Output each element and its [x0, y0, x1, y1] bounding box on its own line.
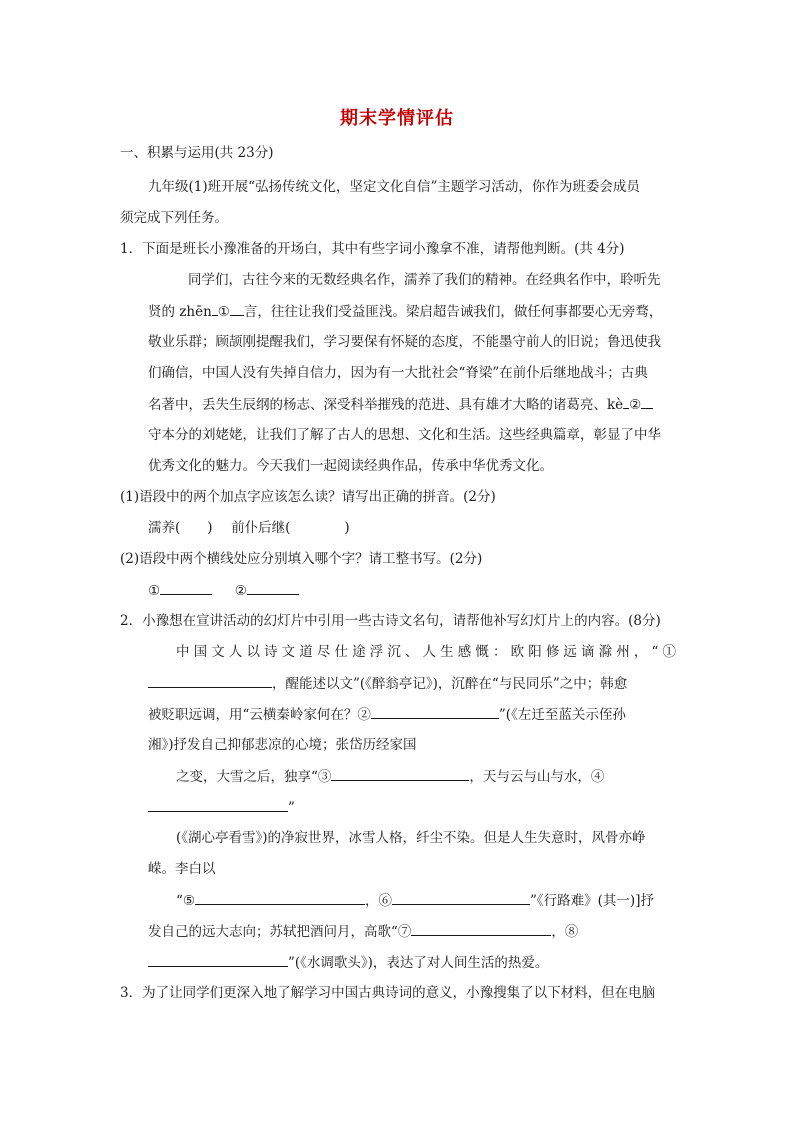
poem-blank-6[interactable] [392, 890, 530, 905]
q2-line-7: (《湖心亭看雪》)的净寂世界，冰雪人格，纤尘不染。但是人生失意时，风骨亦峥 [176, 830, 646, 846]
sub-question-2: (2)语段中两个横线处应分别填入哪个字？请工整书写。(2分) [120, 551, 483, 567]
passage-line-3: 敬业乐群；顾颉刚提醒我们，学习要保有怀疑的态度，不能墨守前人的旧说；鲁迅使我 [148, 334, 661, 350]
answer-qianpuhouji[interactable]: 前仆后继( ) [231, 520, 350, 536]
passage-line-2: 贤的 zhēn ① 言，往往让我们受益匪浅。梁启超告诫我们，做任何事都要心无旁骛， [148, 301, 662, 322]
question-1-stem: 1．下面是班长小豫准备的开场白，其中有些字词小豫拿不准，请帮他判断。(共 4分) [120, 241, 625, 257]
question-2-stem: 2．小豫想在宣讲活动的幻灯片中引用一些古诗文名句，请帮他补写幻灯片上的内容。(8分) [120, 613, 661, 629]
sub-question-1: (1)语段中的两个加点字应该怎么读？请写出正确的拼音。(2分) [120, 489, 496, 505]
page-title: 期末学情评估 [340, 108, 454, 129]
poem-blank-5[interactable] [195, 890, 365, 905]
sub-question-1-answers [148, 518, 350, 538]
q2-line-5: 之变，大雪之后，独享“③ ，天与云与山与水，④ [176, 766, 604, 787]
passage-line-6: 守本分的刘姥姥，让我们了解了古人的思想、文化和生活。这些经典篇章，彰显了中华 [148, 427, 661, 443]
q2-line-4: 湘》)抒发自己抑郁悲凉的心境；张岱历经家国 [148, 737, 417, 753]
section-heading: 一、积累与运用(共 23分) [120, 145, 274, 161]
poem-blank-7[interactable] [411, 921, 551, 936]
question-3-stem: 3．为了让同学们更深入地了解学习中国古典诗词的意义，小豫搜集了以下材料，但在电脑 [120, 985, 656, 1001]
intro-line-2: 须完成下列任务。 [120, 210, 228, 226]
sub-question-2-answers: ① ② [148, 580, 299, 601]
q2-line-6: ” [148, 797, 295, 818]
q2-line-10: 发自己的远大志向；苏轼把酒问月，高歌“⑦ ，⑧ [148, 921, 578, 942]
passage-line-5: 名著中，丢失生辰纲的杨志、深受科举摧残的范进、具有雄才大略的诸葛亮、kè ② [148, 394, 653, 415]
intro-line-1: 九年级(1)班开展“弘扬传统文化，坚定文化自信”主题学习活动，你作为班委会成员 [148, 179, 640, 195]
blank-1[interactable] [230, 301, 244, 316]
q2-line-3: 被贬职远调，用“云横秦岭家何在？② ”(《左迁至蓝关示侄孙 [148, 704, 626, 725]
poem-blank-4[interactable] [148, 797, 288, 812]
q2-line-8: 嵘。李白以 [148, 861, 216, 877]
q2-line-9: “⑤ ，⑥ ”《行路难》(其一)]抒 [176, 890, 654, 911]
passage-line-1: 同学们，古往今来的无数经典名作，濡养了我们的精神。在经典名作中，聆听先 [188, 272, 661, 288]
poem-blank-2[interactable] [371, 704, 499, 719]
q2-line-1: 中国文人以诗文道尽仕途浮沉、人生感慨：欧阳修远谪滁州，“① [176, 644, 676, 660]
blank-1-label: ① [217, 304, 230, 320]
q2-line-11: ”(《水调歌头》)，表达了对人间生活的热爱。 [148, 952, 548, 973]
poem-blank-8[interactable] [148, 952, 288, 967]
answer-blank-2[interactable] [247, 580, 299, 595]
poem-blank-3[interactable] [331, 766, 469, 781]
poem-blank-1[interactable] [148, 673, 272, 688]
q2-line-2: ，醒能述以文”(《醉翁亭记》)，沉醉在“与民同乐”之中；韩愈 [148, 673, 627, 694]
answer-ruyang[interactable]: 濡养( ) [148, 520, 213, 536]
blank-2-label: ② [629, 397, 642, 413]
passage-line-7: 优秀文化的魅力。今天我们一起阅读经典作品，传承中华优秀文化。 [148, 458, 553, 474]
answer-blank-1[interactable] [160, 580, 212, 595]
passage-line-4: 们确信，中国人没有失掉自信力，因为有一大批社会“脊梁”在前仆后继地战斗；古典 [148, 365, 648, 381]
blank-2[interactable] [641, 394, 653, 409]
